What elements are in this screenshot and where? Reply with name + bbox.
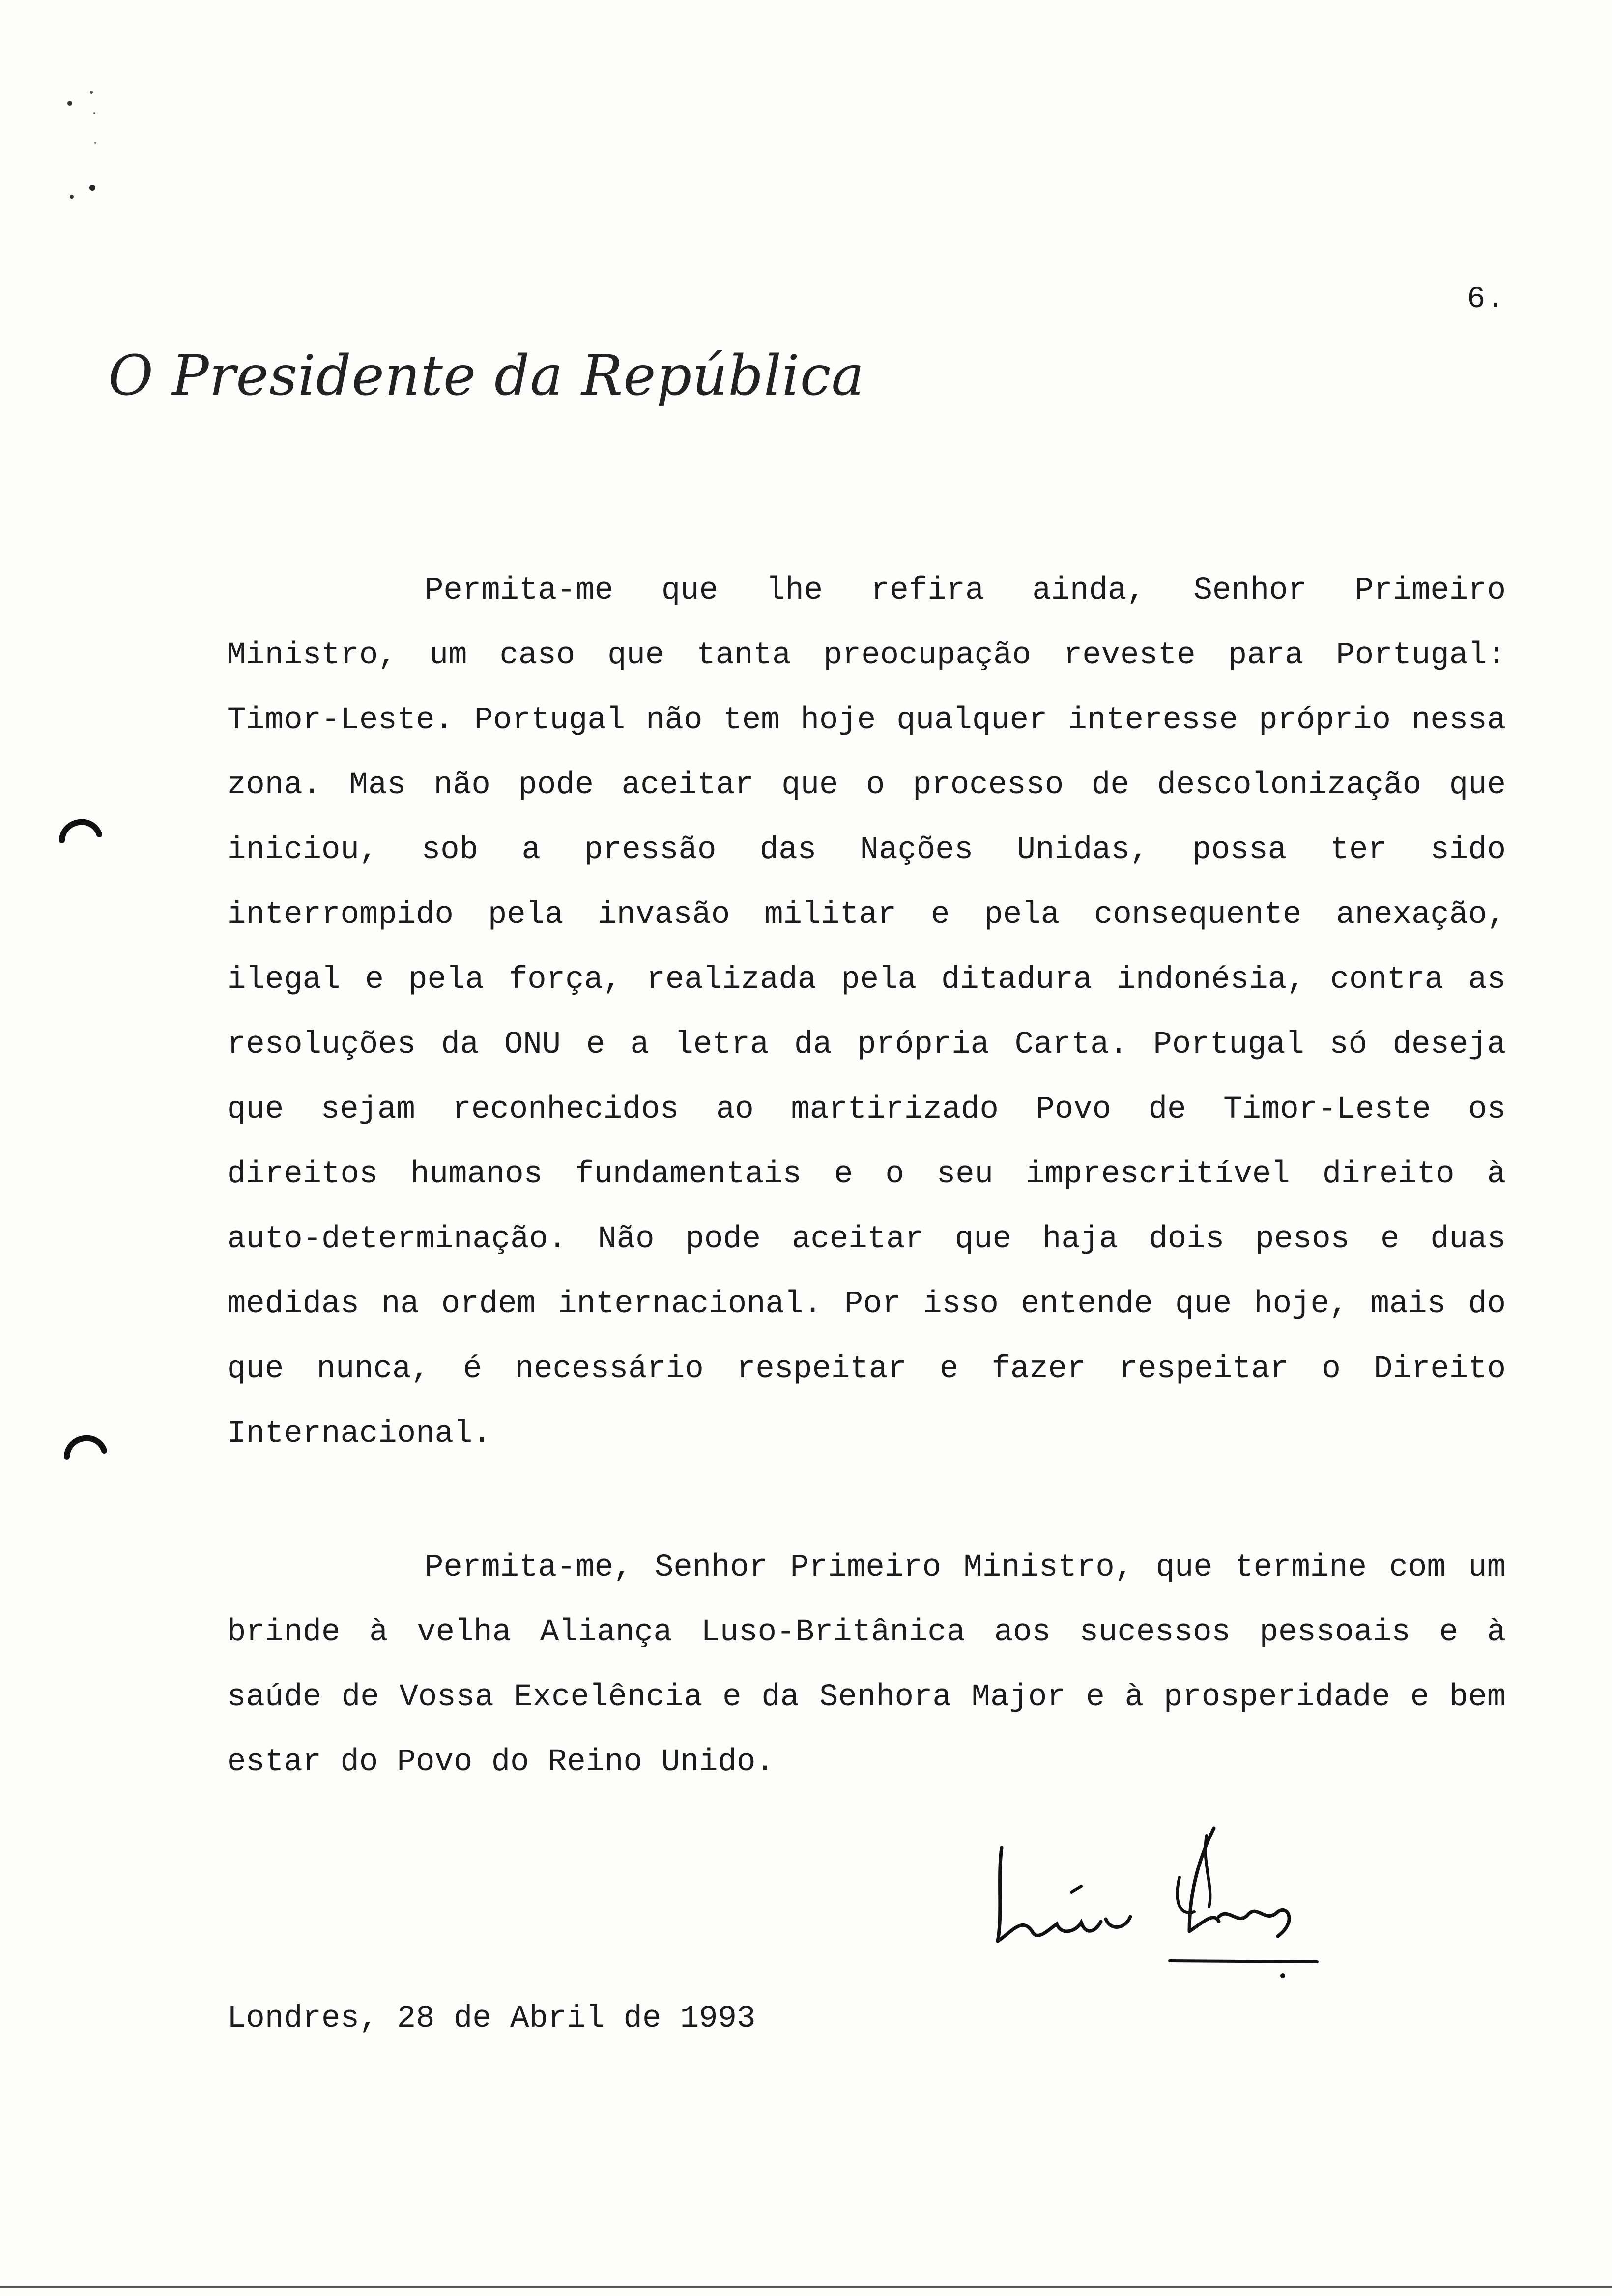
punch-hole-mark: [63, 1431, 107, 1461]
punch-hole-mark: [58, 815, 102, 844]
paragraph-text: Permita-me que lhe refira ainda, Senhor Primeiro Ministro, um caso que tanta preocupação reveste para Portugal: Timor-Leste. Portugal não tem hoje qualquer interesse próprio nessa zona. Mas não pode aceitar que o processo de descolonização que iniciou, sob a pressão das Nações Unidas, possa ter sido interrompido pela invasão militar e pela consequente anexação, ilegal e pela força, realizada pela ditadura indonésia, contra as resoluções da ONU e a letra da própria Carta. Portugal só deseja que sejam reconhecidos ao martirizado Povo de Timor-Leste os direitos humanos fundamentais e o seu imprescritível direito à auto-determinação. Não pode aceitar que haja dois pesos e duas medidas na ordem internacional. Por isso entende que hoje, mais do que nunca, é necessário respeitar e fazer respeitar o Direito Internacional.: [227, 573, 1506, 1452]
letterhead-title: O Presidente da República: [108, 344, 865, 408]
place-and-date: Londres, 28 de Abril de 1993: [227, 2001, 756, 2037]
paragraph-text: Permita-me, Senhor Primeiro Ministro, que termine com um brinde à velha Aliança Luso-Britânica aos sucessos pessoais e à saúde de Vossa Excelência e da Senhora Major e à prosperidade e bem estar do Povo do Reino Unido.: [227, 1550, 1506, 1780]
handwritten-signature: [983, 1818, 1347, 1985]
paragraph-toast: [227, 1535, 1506, 1795]
scan-edge-line: [0, 2286, 1612, 2288]
page-number: 6.: [1467, 282, 1506, 316]
scan-specks: [49, 79, 108, 206]
paragraph-timor: [227, 558, 1506, 1466]
